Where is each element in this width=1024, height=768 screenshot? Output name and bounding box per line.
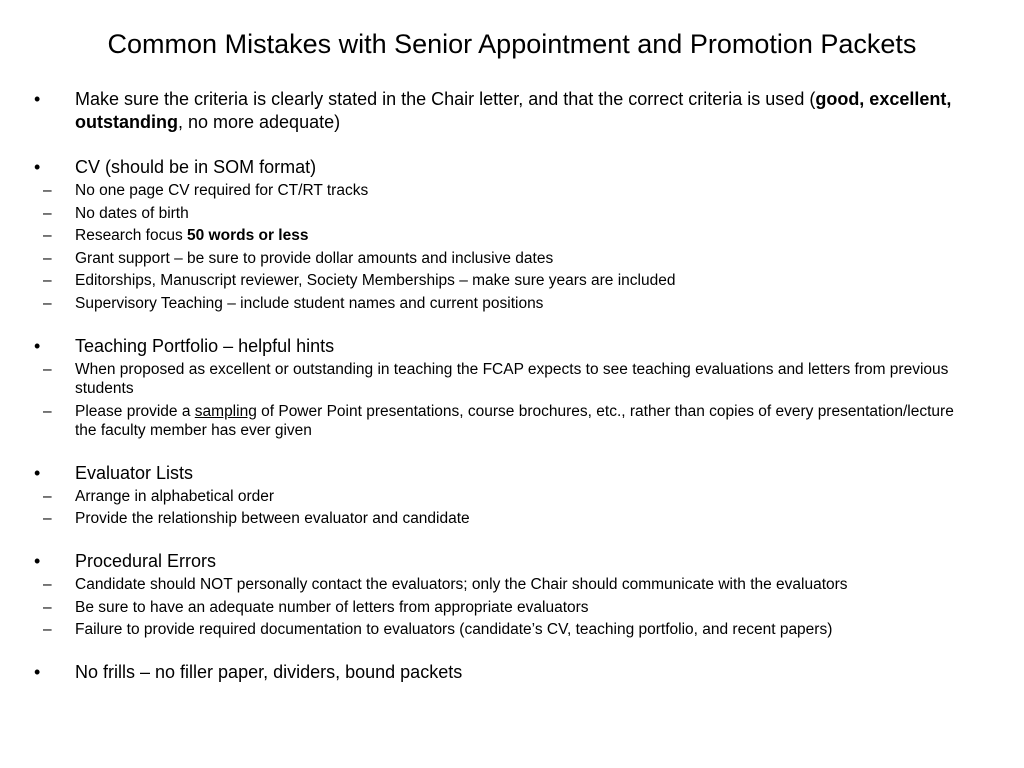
bullet-text: [75, 661, 964, 684]
bullet-marker: •: [34, 462, 41, 483]
bullet-text: [75, 462, 964, 485]
sub-bullet-marker: –: [43, 360, 52, 378]
sub-bullet-list: [43, 575, 964, 639]
text-run: of Power Point presentations, course brochures, etc., rather than copies of every presentation/lecture the faculty member has ever given: [75, 402, 954, 439]
sub-bullet-item: [31, 402, 964, 440]
bullet-text: [75, 550, 964, 573]
sub-bullet-marker: –: [43, 249, 52, 267]
bullet-marker: •: [34, 662, 41, 683]
sub-bullet-text: [75, 272, 675, 289]
text-run: Please provide a: [75, 402, 195, 420]
sub-bullet-marker: –: [43, 227, 52, 245]
bullet-marker: •: [34, 551, 41, 572]
sub-bullet-text: [75, 205, 189, 222]
sub-bullet-item: [31, 575, 964, 594]
sub-bullet-item: [31, 249, 964, 268]
sub-bullet-marker: –: [43, 598, 52, 616]
sub-bullet-text: [75, 621, 832, 638]
sub-bullet-text: [75, 403, 954, 439]
sub-bullet-marker: –: [43, 621, 52, 639]
sub-bullet-marker: –: [43, 182, 52, 199]
sub-bullet-marker: –: [43, 294, 52, 312]
sub-bullet-text: [75, 510, 470, 527]
sub-bullet-item: [31, 226, 964, 245]
sub-bullet-text: [75, 576, 848, 593]
sub-bullet-list: [43, 181, 964, 313]
bullet-item: [0, 335, 1024, 440]
underlined-text: sampling: [194, 402, 257, 420]
bullet-text: [75, 156, 964, 179]
bullet-item: [0, 88, 1024, 134]
bullet-marker: •: [34, 89, 41, 109]
text-run: Editorships, Manuscript reviewer, Society Memberships – make sure years are included: [75, 272, 676, 290]
sub-bullet-text: [75, 227, 308, 244]
sub-bullet-item: [31, 271, 964, 290]
bullet-text: [75, 335, 964, 358]
text-run: No dates of birth: [75, 204, 189, 222]
sub-bullet-marker: –: [43, 510, 52, 528]
text-run: Arrange in alphabetical order: [75, 487, 275, 505]
bullet-marker: •: [34, 335, 41, 356]
text-run: , no more adequate): [177, 112, 341, 132]
sub-bullet-item: [31, 204, 964, 223]
text-run: Procedural Errors: [75, 551, 217, 572]
text-run: Research focus: [75, 227, 187, 245]
sub-bullet-text: [75, 599, 589, 616]
text-run: CV (should be in SOM format): [75, 157, 317, 177]
slide-title: Common Mistakes with Senior Appointment and Promotion Packets: [107, 29, 917, 59]
text-run: Failure to provide required documentation to evaluators (candidate’s CV, teaching portfolio, and recent papers): [75, 621, 833, 639]
bold-text: 50 words or less: [187, 227, 309, 245]
bullet-text: [75, 88, 964, 134]
text-run: Evaluator Lists: [75, 462, 194, 483]
text-run: Grant support – be sure to provide dollar amounts and inclusive dates: [75, 249, 554, 267]
sub-bullet-marker: –: [43, 487, 52, 505]
text-run: Teaching Portfolio – helpful hints: [75, 335, 335, 356]
text-run: When proposed as excellent or outstanding in teaching the FCAP expects to see teaching evaluations and letters from previous students: [75, 360, 949, 397]
sub-bullet-text: [75, 182, 368, 199]
sub-bullet-item: [31, 509, 964, 528]
sub-bullet-item: [31, 598, 964, 617]
text-run: Provide the relationship between evaluator and candidate: [75, 510, 470, 528]
text-run: Make sure the criteria is clearly stated in the Chair letter, and that the correct criteria is used (: [75, 89, 816, 109]
sub-bullet-list: [43, 487, 964, 529]
text-run: No frills – no filler paper, dividers, bound packets: [75, 662, 463, 683]
text-run: Be sure to have an adequate number of letters from appropriate evaluators: [75, 598, 589, 616]
sub-bullet-marker: –: [43, 576, 52, 594]
sub-bullet-item: [31, 294, 964, 313]
text-run: Supervisory Teaching – include student names and current positions: [75, 294, 544, 312]
sub-bullet-text: [75, 250, 553, 267]
sub-bullet-marker: –: [43, 402, 52, 420]
bullet-item: [0, 462, 1024, 529]
bullet-item: [0, 661, 1024, 684]
bold-text: good, excellent, outstanding: [75, 89, 952, 132]
bullet-item: [0, 550, 1024, 639]
sub-bullet-item: [31, 487, 964, 506]
bullet-marker: •: [34, 157, 41, 177]
sub-bullet-item: [31, 620, 964, 639]
sub-bullet-text: [75, 361, 948, 397]
sub-bullet-list: [43, 360, 964, 440]
bullet-item: [0, 156, 1024, 313]
sub-bullet-item: [31, 360, 964, 398]
sub-bullet-text: [75, 488, 274, 505]
bullet-list: [0, 88, 1024, 684]
sub-bullet-text: [75, 295, 543, 312]
sub-bullet-marker: –: [43, 272, 52, 290]
sub-bullet-marker: –: [43, 204, 52, 222]
sub-bullet-item: [31, 181, 964, 200]
text-run: No one page CV required for CT/RT tracks: [75, 182, 369, 199]
text-run: Candidate should NOT personally contact the evaluators; only the Chair should communicate with the evaluators: [75, 576, 848, 594]
